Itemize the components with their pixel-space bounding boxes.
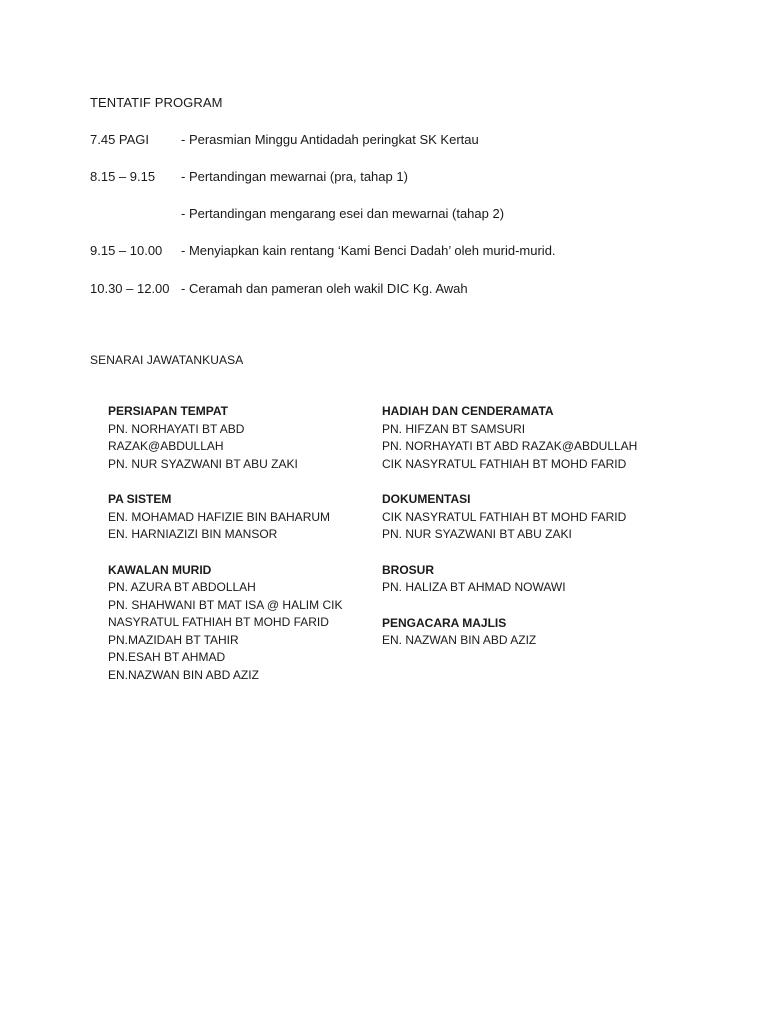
program-desc: - Pertandingan mengarang esei dan mewarnai (tahap 2) <box>181 206 505 221</box>
group-title: HADIAH DAN CENDERAMATA <box>382 404 554 418</box>
committee-column-left <box>108 403 398 702</box>
committee-group <box>108 403 398 473</box>
member-name: EN. NAZWAN BIN ABD AZIZ <box>382 633 537 647</box>
program-desc: - Perasmian Minggu Antidadah peringkat SK Kertau <box>181 132 479 147</box>
member-name: PN.ESAH BT AHMAD <box>108 650 226 664</box>
member-name: PN. AZURA BT ABDOLLAH <box>108 580 256 594</box>
member-name: NASYRATUL FATHIAH BT MOHD FARID <box>108 615 329 629</box>
committee-group <box>382 562 672 597</box>
program-time: 10.30 – 12.00 <box>90 281 170 296</box>
committee-group <box>108 491 398 544</box>
committee-column-right <box>382 403 672 668</box>
program-time: 7.45 PAGI <box>90 132 150 147</box>
member-name: PN. NUR SYAZWANI BT ABU ZAKI <box>108 456 298 471</box>
program-heading: TENTATIF PROGRAM <box>90 95 223 110</box>
committee-group <box>382 491 672 544</box>
group-title: PERSIAPAN TEMPAT <box>108 404 229 418</box>
member-name: EN. MOHAMAD HAFIZIE BIN BAHARUM <box>108 509 331 524</box>
group-title: PENGACARA MAJLIS <box>382 615 507 630</box>
member-name: PN. NORHAYATI BT ABD <box>108 421 245 436</box>
group-title: BROSUR <box>382 562 435 577</box>
member-name: PN. HIFZAN BT SAMSURI <box>382 421 526 436</box>
program-desc: - Ceramah dan pameran oleh wakil DIC Kg. Awah <box>181 281 468 296</box>
committee-group <box>382 615 672 650</box>
program-desc: - Pertandingan mewarnai (pra, tahap 1) <box>181 169 408 184</box>
group-title: KAWALAN MURID <box>108 562 212 577</box>
committee-group <box>108 562 398 685</box>
committee-group <box>382 403 672 473</box>
member-name: EN.NAZWAN BIN ABD AZIZ <box>108 667 259 682</box>
member-name: PN. NUR SYAZWANI BT ABU ZAKI <box>382 527 572 541</box>
member-name: PN. HALIZA BT AHMAD NOWAWI <box>382 580 566 594</box>
group-title: DOKUMENTASI <box>382 492 471 506</box>
member-name: PN. SHAHWANI BT MAT ISA @ HALIM CIK <box>108 597 343 612</box>
member-name: CIK NASYRATUL FATHIAH BT MOHD FARID <box>382 456 627 471</box>
member-name: PN. NORHAYATI BT ABD RAZAK@ABDULLAH <box>382 439 638 453</box>
member-name: RAZAK@ABDULLAH <box>108 439 224 453</box>
program-desc: - Menyiapkan kain rentang ‘Kami Benci Dadah’ oleh murid-murid. <box>181 243 556 258</box>
member-name: PN.MAZIDAH BT TAHIR <box>108 632 239 647</box>
committee-heading: SENARAI JAWATANKUASA <box>90 353 244 367</box>
member-name: CIK NASYRATUL FATHIAH BT MOHD FARID <box>382 509 627 524</box>
program-time: 8.15 – 9.15 <box>90 169 156 184</box>
group-title: PA SISTEM <box>108 492 172 506</box>
member-name: EN. HARNIAZIZI BIN MANSOR <box>108 527 278 541</box>
program-time: 9.15 – 10.00 <box>90 243 163 258</box>
